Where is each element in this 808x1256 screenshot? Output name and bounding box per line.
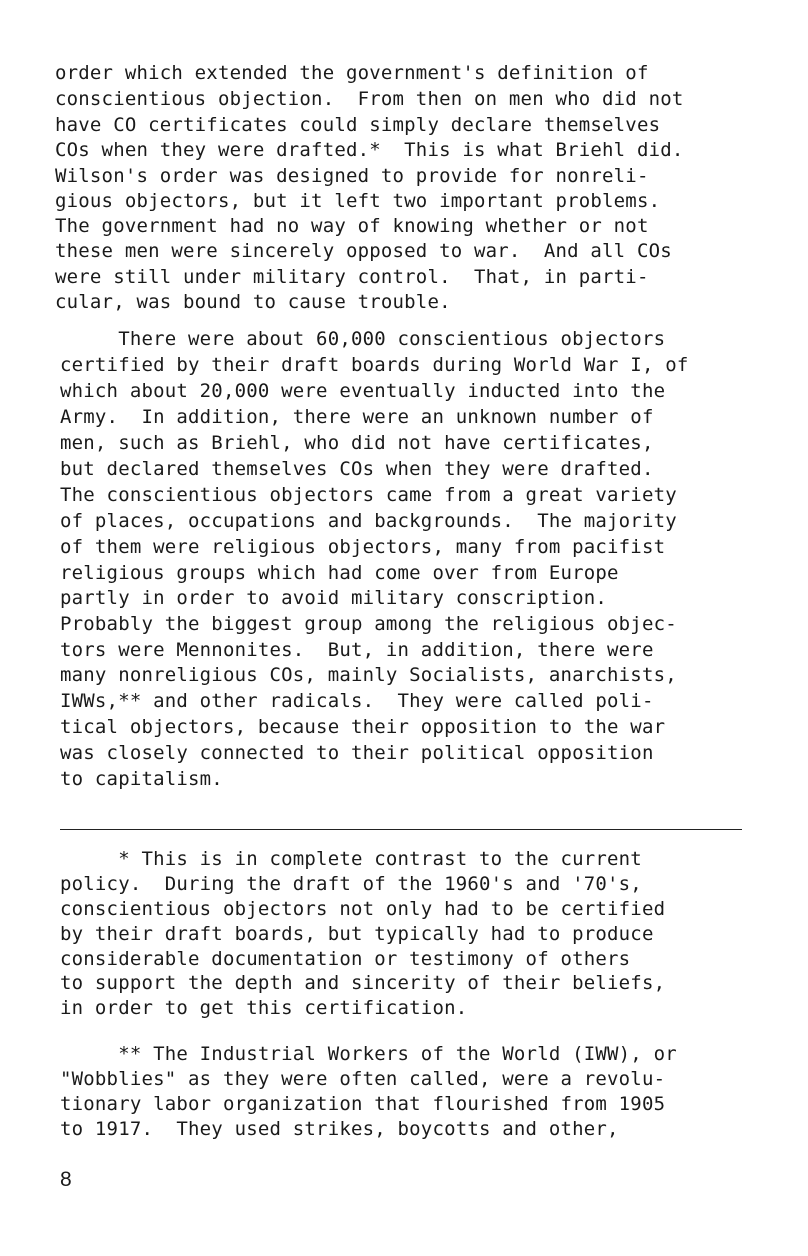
footnote-line: tionary labor organization that flourished from 1905 xyxy=(60,1093,666,1115)
footnote-line: by their draft boards, but typically had to produce xyxy=(60,923,654,945)
body-line: cular, was bound to cause trouble. xyxy=(55,291,451,313)
body-line: to capitalism. xyxy=(60,768,223,790)
body-line: of places, occupations and backgrounds. The majority xyxy=(60,510,677,532)
body-line: were still under military control. That, in parti- xyxy=(55,266,649,288)
footnote-line: to support the depth and sincerity of their beliefs, xyxy=(60,972,666,994)
body-line: Wilson's order was designed to provide for nonreli- xyxy=(55,165,649,187)
body-line: was closely connected to their political opposition xyxy=(60,742,654,764)
body-line: The government had no way of knowing whether or not xyxy=(55,215,649,237)
footnote-line: conscientious objectors not only had to be certified xyxy=(60,898,666,920)
footnote-line: ** The Industrial Workers of the World (IWW), or xyxy=(60,1043,677,1065)
body-line: religious groups which had come over from Europe xyxy=(60,562,619,584)
footnote-line: in order to get this certification. xyxy=(60,997,468,1019)
footnote-line: to 1917. They used strikes, boycotts and other, xyxy=(60,1118,619,1140)
body-line: order which extended the government's definition of xyxy=(55,62,649,84)
body-line: gious objectors, but it left two important problems. xyxy=(55,190,661,212)
body-line: Probably the biggest group among the religious objec- xyxy=(60,613,677,635)
body-line: IWWs,** and other radicals. They were called poli- xyxy=(60,690,654,712)
body-line: many nonreligious COs, mainly Socialists, anarchists, xyxy=(60,664,677,686)
body-line: have CO certificates could simply declare themselves xyxy=(55,114,661,136)
body-line: COs when they were drafted.* This is what Briehl did. xyxy=(55,139,684,161)
footnote-divider xyxy=(60,829,742,830)
footnote-line: * This is in complete contrast to the current xyxy=(60,848,642,870)
body-line: which about 20,000 were eventually inducted into the xyxy=(60,380,666,402)
body-line: conscientious objection. From then on men who did not xyxy=(55,88,684,110)
body-line: of them were religious objectors, many from pacifist xyxy=(60,536,666,558)
body-line: these men were sincerely opposed to war. And all COs xyxy=(55,240,672,262)
body-line: partly in order to avoid military conscription. xyxy=(60,587,608,609)
body-line: certified by their draft boards during World War I, of xyxy=(60,354,689,376)
body-line: tors were Mennonites. But, in addition, there were xyxy=(60,639,654,661)
page-number: 8 xyxy=(60,1168,72,1191)
footnote-line: policy. During the draft of the 1960's and '70's, xyxy=(60,873,642,895)
body-line: There were about 60,000 conscientious objectors xyxy=(60,328,666,350)
body-line: The conscientious objectors came from a great variety xyxy=(60,484,677,506)
body-line: but declared themselves COs when they were drafted. xyxy=(60,458,654,480)
body-line: Army. In addition, there were an unknown number of xyxy=(60,406,654,428)
body-line: tical objectors, because their opposition to the war xyxy=(60,716,666,738)
footnote-line: considerable documentation or testimony of others xyxy=(60,948,631,970)
body-line: men, such as Briehl, who did not have certificates, xyxy=(60,432,654,454)
footnote-line: "Wobblies" as they were often called, were a revolu- xyxy=(60,1068,666,1090)
